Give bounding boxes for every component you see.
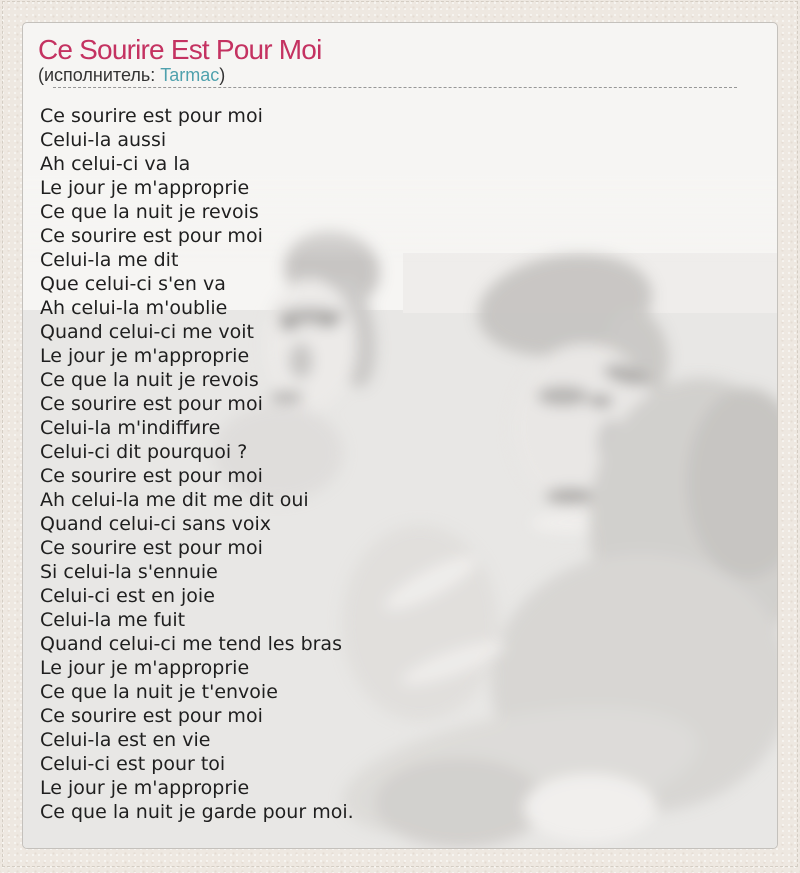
lyric-line: Celui-la est en vie bbox=[40, 729, 211, 751]
lyric-line: Ce sourire est pour moi bbox=[40, 105, 263, 127]
lyric-line: Quand celui-ci me tend les bras bbox=[40, 633, 342, 655]
lyric-line: Ce sourire est pour moi bbox=[40, 393, 263, 415]
lyric-line: Ce sourire est pour moi bbox=[40, 537, 263, 559]
lyric-line: Le jour je m'approprie bbox=[40, 657, 250, 679]
lyric-line: Celui-ci dit pourquoi ? bbox=[40, 441, 248, 463]
lyric-line: Ce sourire est pour moi bbox=[40, 705, 263, 727]
lyric-line: Celui-la me dit bbox=[40, 249, 179, 271]
lyric-line: Celui-la aussi bbox=[40, 129, 167, 151]
content-card bbox=[22, 22, 778, 849]
artist-label-prefix: (исполнитель: bbox=[38, 65, 161, 85]
artist-link[interactable]: Tarmac bbox=[160, 65, 220, 85]
lyric-line: Ce sourire est pour moi bbox=[40, 225, 263, 247]
lyric-line: Ah celui-la m'oublie bbox=[40, 297, 228, 319]
artist-label-suffix: ) bbox=[219, 65, 226, 85]
artist-line bbox=[38, 65, 757, 85]
lyric-line: Celui-la me fuit bbox=[40, 609, 186, 631]
lyric-line: Ce que la nuit je revois bbox=[40, 201, 259, 223]
lyric-line: Celui-la m'indiffиre bbox=[40, 417, 221, 439]
lyric-line: Ce que la nuit je t'envoie bbox=[40, 681, 278, 703]
lyric-line: Quand celui-ci me voit bbox=[40, 321, 254, 343]
header bbox=[23, 23, 777, 88]
lyric-line: Ah celui-la me dit me dit oui bbox=[40, 489, 309, 511]
lyric-line: Celui-ci est en joie bbox=[40, 585, 215, 607]
lyric-line: Le jour je m'approprie bbox=[40, 345, 250, 367]
lyric-line: Celui-ci est pour toi bbox=[40, 753, 226, 775]
lyric-line: Ce que la nuit je garde pour moi. bbox=[40, 801, 354, 823]
lyric-line: Ce sourire est pour moi bbox=[40, 465, 263, 487]
lyric-line: Si celui-la s'ennuie bbox=[40, 561, 218, 583]
lyric-line: Le jour je m'approprie bbox=[40, 177, 250, 199]
lyric-line: Ce que la nuit je revois bbox=[40, 369, 259, 391]
lyric-line: Ah celui-ci va la bbox=[40, 153, 191, 175]
lyric-line: Que celui-ci s'en va bbox=[40, 273, 226, 295]
lyric-line: Le jour je m'approprie bbox=[40, 777, 250, 799]
lyrics-text bbox=[23, 88, 777, 824]
lyric-line: Quand celui-ci sans voix bbox=[40, 513, 272, 535]
page-title: Ce Sourire Est Pour Moi bbox=[38, 34, 322, 65]
